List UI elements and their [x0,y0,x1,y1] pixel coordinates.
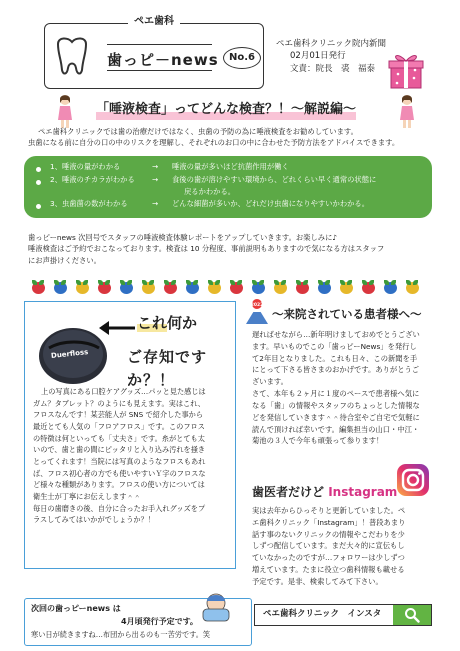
issue-number-badge: No.6 [223,47,261,69]
benefit-desc-2-cont: 戻るかわかる。 [184,187,236,196]
greeting-line: さて、本年も２ヶ月に１度のペースで患者様へ気に [252,389,420,399]
floss-line: の特徴は何といっても「丈夫さ」です。糸がとても太 [33,433,205,443]
bullet-dot [36,167,41,172]
ornament-icon [358,280,380,296]
ornament-icon [138,280,160,296]
floss-line: 最近とても人気の「フロアフロス」です。このフロス [33,421,205,431]
author-credit: 文責：院長 裘 福泰 [290,63,376,74]
next-issue-line1: 次回の歯っピーnews は [31,604,121,613]
next-issue-box [24,598,252,646]
bullet-dot [36,180,41,185]
newsletter-title: 歯っピ－news [107,51,219,69]
instagram-line: ていなかったのですが…フォロワーは少しずつ [252,553,405,563]
saliva-test-heading: 「唾液検査」ってどんな検査？！～解説編～ [96,100,356,120]
tooth-icon [50,34,94,78]
benefit-desc-1: 唾液の量が多いほど抗菌作用が働く [172,162,289,171]
patients-heading: ～来院されている患者様へ～ [272,307,422,321]
girl-illustration-right-icon [398,94,416,130]
search-button[interactable] [393,605,431,625]
benefit-desc-2: 食後の歯が溶けやすい環境から、どれくらい早く通常の状態に [172,175,377,184]
title-rule-bottom [107,70,212,71]
greeting-line: なる「歯」の情報やスタッフのちょっとした情報な [252,400,420,410]
title-rule-top [107,44,212,45]
saliva-note [28,232,440,266]
clinic-name-small: ペエ歯科 [45,14,263,29]
floss-line: ガム？タブレット？のようにも見えます。実はこれ、 [33,398,205,408]
what-is-this-heading [137,312,197,335]
gift-box-icon [388,50,424,90]
ornament-icon [380,280,402,296]
floss-line: 上の写真にある口腔ケアグッズ…パッと見た感じは [41,387,206,396]
saliva-note-line: 唾液検査はご予約でおこなっております。検査は 10 分程度、事前説明もありますので気になる方はスタッフ [28,244,385,254]
next-issue-line2: 4月頃発行予定です。 [121,617,198,626]
girl-illustration-left-icon [56,94,74,130]
benefit-arrow: → [152,199,159,208]
benefit-desc-3: どんな細菌が多いか、どれだけ虫歯になりやすいかわかる。 [172,199,370,208]
floss-line: ど様々な種類があります。フロスの使い方については [33,480,205,490]
new-year-badge-text: 2022 [250,303,264,308]
masthead [44,16,264,89]
greeting-body [252,329,442,447]
ornament-icon [248,280,270,296]
search-icon [404,607,420,623]
benefit-item-1: 1、唾液の量がわかる [50,162,121,171]
ornament-icon [336,280,358,296]
instagram-heading [252,483,397,501]
ornament-icon [116,280,138,296]
instagram-line: 予定です。是非、検索してみて下さい。 [252,576,383,586]
benefit-arrow: → [152,162,159,171]
saliva-intro-line: 虫歯になる前に自分の口の中のリスクを理解し、それぞれのお口の中に合わせた予防方法をアドバイスできます。 [28,138,400,148]
greeting-line: 読んで頂ければ幸いです。編集担当の山口・中江・ [252,424,420,434]
instagram-heading-jp: 歯医者だけど [252,485,325,499]
sleeping-person-icon [201,591,231,623]
masthead-info [276,38,386,75]
left-arrow-icon [97,318,137,338]
floss-article-box [24,301,236,569]
saliva-note-line: にお声掛けください。 [28,255,101,265]
instagram-search-bar[interactable] [254,604,432,626]
ornament-icon [72,280,94,296]
floss-article-body [33,386,233,526]
floss-line: フロスなんです！某芸能人が SNS で紹介した事から [33,410,204,420]
ornament-icon [270,280,292,296]
greeting-line: どを発信していきます＾＾待合室やご自宅で気軽に [252,412,420,422]
bullet-dot [36,204,41,209]
floss-brand-label: Duerfloss [50,348,89,360]
benefit-arrow: → [152,175,159,184]
saliva-intro-line: ペエ歯科クリニックでは歯の治療だけではなく、虫歯の予防の為に唾液検査をお勧めしています。 [38,127,358,136]
ornament-icon [292,280,314,296]
ornament-icon [50,280,72,296]
saliva-intro [28,126,438,149]
do-you-know-heading: ご存知ですか？！ [127,348,208,389]
kore-highlight: これ [137,314,168,332]
ornament-icon [160,280,182,296]
greeting-line: 菊池の３人で今年も頑張って参ります！ [252,436,384,446]
instagram-line: 増えています。たまに役立つ歯科情報も載せる [252,565,405,575]
instagram-line: エ歯科クリニック「Instagram」！普段あまり [252,517,406,527]
ornament-icon [314,280,336,296]
ornament-icon [402,280,424,296]
instagram-line: 実は去年からひっそりと更新していました。ペ [252,506,406,515]
search-query-text: ペエ歯科クリニック インスタ [263,609,382,619]
floss-line: とってくれます！当院には写真のようなフロスもあれ [33,456,206,466]
greeting-line: ます。早いものでこの「歯っピーNews」を発行し [252,341,417,351]
instagram-line: 話す事のないクリニックの情報やこだわりを少 [252,529,405,539]
nanika-text: 何か [167,314,198,332]
new-year-badge-icon [244,298,270,326]
floss-line: ラスしてみてはいかがでしょうか？！ [33,515,155,525]
ornament-icon [204,280,226,296]
benefit-item-3: 3、虫歯菌の数がわかる [50,199,128,208]
floss-line: 衛生士が丁寧にお伝えします＾＾ [33,491,141,501]
issue-date: 02月01日発行 [290,51,346,62]
floss-line: いので、歯と歯の間にピッタリと入り込み汚れを掻き [33,445,206,455]
greeting-line: 遅ればせながら…新年明けましておめでとうござい [252,330,420,339]
ornament-icon [28,280,50,296]
floss-line: 毎日の歯磨きの後、自分に合ったお手入れグッズをプ [33,503,206,513]
instagram-line: しずつ配信しています。まだ大々的に宣伝もし [252,541,405,551]
instagram-icon [396,463,430,497]
greeting-line: にとって下さる皆さまのおかげです。ありがとうご [252,365,420,375]
benefit-item-2: 2、唾液のチカラがわかる [50,175,135,184]
instagram-heading-en: Instagram [328,485,398,499]
saliva-benefits-box [24,156,432,218]
ornament-icon [94,280,116,296]
greeting-line: て2年目となりました。これも日々、この新聞を手 [252,353,418,363]
instagram-body [252,505,444,588]
clinic-newsletter-name: ペエ歯科クリニック院内新聞 [276,39,386,49]
ornament-icon [182,280,204,296]
next-issue-line3: 寒い日が続きますね…布団から出るのも一苦労です。笑 [31,630,211,639]
greeting-line: ざいます。 [252,377,288,387]
ornament-divider [28,280,424,296]
floss-line: ば、フロス初心者の方でも使いやすいＹ字のフロスな [33,468,206,478]
ornament-icon [226,280,248,296]
saliva-note-line: 歯っピーnews 次回号でスタッフの唾液検査体験レポートをアップしていきます。お楽しみに♪ [28,233,338,242]
